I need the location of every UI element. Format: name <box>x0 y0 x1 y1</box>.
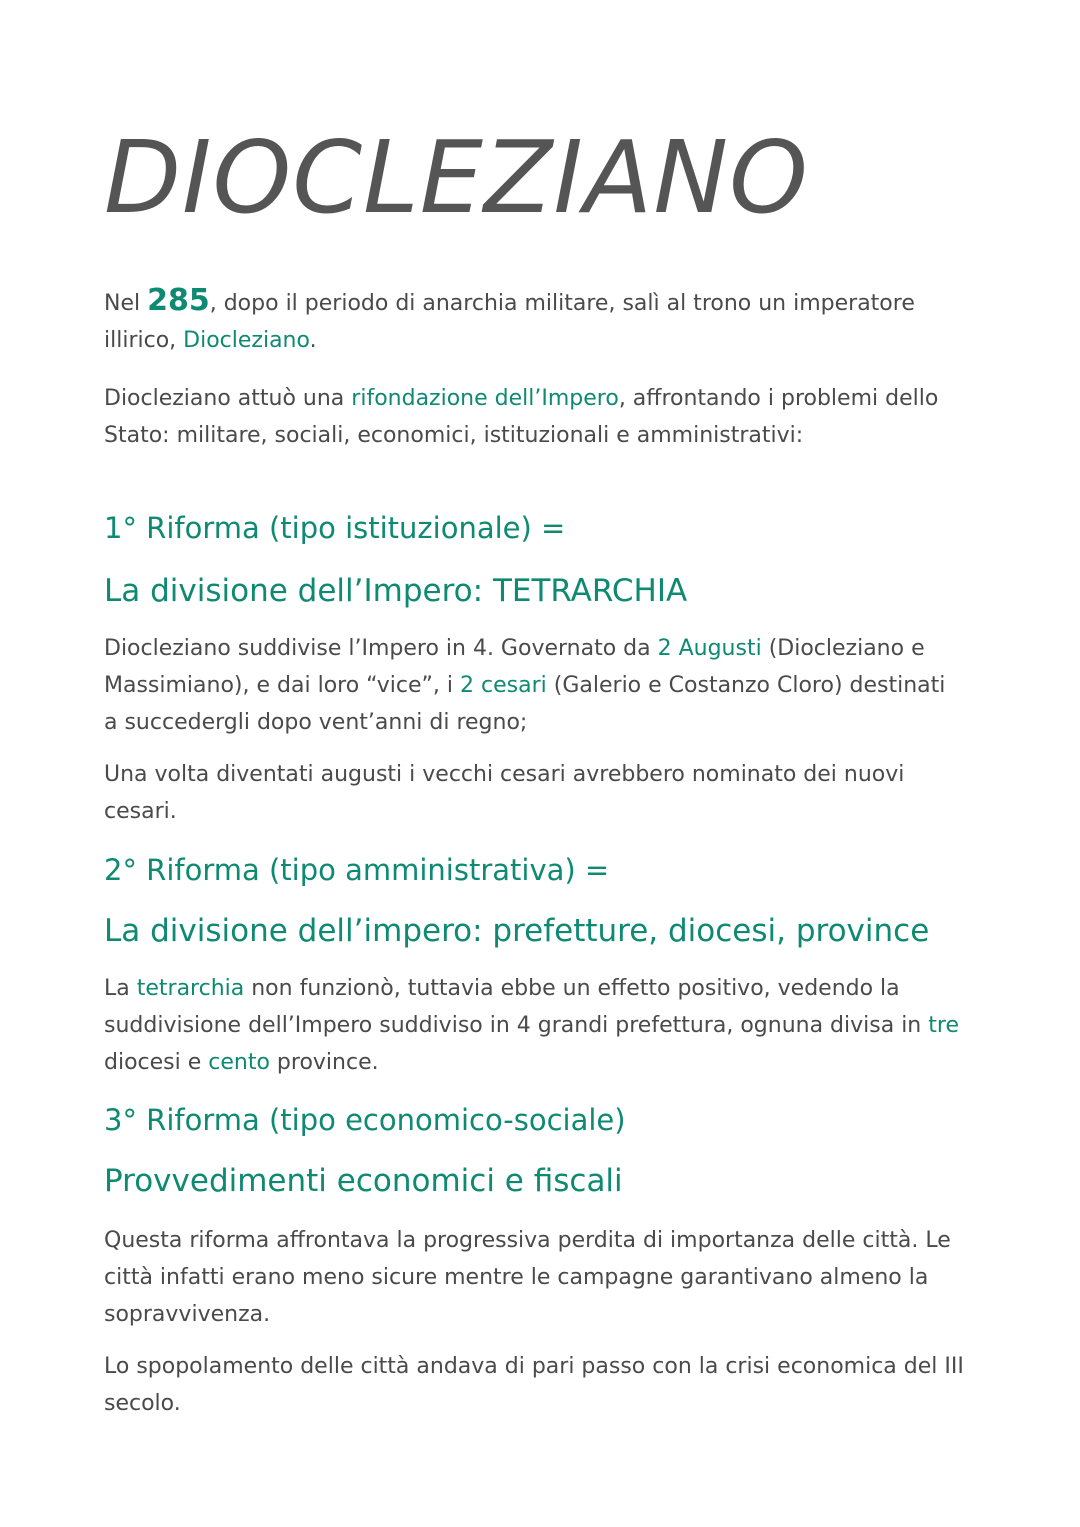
year-highlight: 285 <box>147 283 210 318</box>
tetrarchia-label: TETRARCHIA <box>492 573 688 609</box>
intro-paragraph-1 <box>104 282 964 359</box>
reform2-subheading: La divisione dell’impero: prefetture, diocesi, province <box>104 913 930 949</box>
highlight: tetrarchia <box>136 976 245 1001</box>
text: (Galerio e Costanzo Cloro) destinati a succedergli dopo vent’anni di regno; <box>104 673 946 735</box>
text: La divisione dell’Impero: <box>104 573 493 609</box>
text: Nel <box>104 291 148 316</box>
reform1-subheading <box>104 570 964 612</box>
page-title: DIOCLEZIANO <box>104 119 809 236</box>
text: . <box>309 328 317 353</box>
reform1-paragraph-1 <box>104 630 964 741</box>
text: Diocleziano suddivise l’Impero in 4. Governato da <box>104 636 658 661</box>
text: Diocleziano attuò una <box>104 386 352 411</box>
text: diocesi e <box>104 1050 209 1075</box>
text: La <box>104 976 137 1001</box>
text: (Diocleziano e Massimiano), e dai loro “vice”, i <box>104 636 925 698</box>
text: province. <box>269 1050 379 1075</box>
reform3-subheading: Provvedimenti economici e fiscali <box>104 1163 623 1199</box>
highlight: cento <box>208 1050 270 1075</box>
reform1-heading: 1° Riforma (tipo istituzionale) = <box>104 511 566 545</box>
text: , affrontando i problemi dello Stato: militare, sociali, economici, istituzionali e amministrativi: <box>104 386 939 448</box>
highlight: 2 cesari <box>460 673 547 698</box>
reform3-paragraph-2: Lo spopolamento delle città andava di pari passo con la crisi economica del III secolo. <box>104 1354 964 1416</box>
text: , dopo il periodo di anarchia militare, salì al trono un imperatore illirico, <box>104 291 915 353</box>
name-highlight: Diocleziano <box>183 328 310 353</box>
highlight: tre <box>928 1013 959 1038</box>
intro-paragraph-2 <box>104 380 964 454</box>
reform2-heading: 2° Riforma (tipo amministrativa) = <box>104 853 610 887</box>
reform1-paragraph-2: Una volta diventati augusti i vecchi cesari avrebbero nominato dei nuovi cesari. <box>104 762 905 824</box>
highlight: rifondazione dell’Impero <box>351 386 619 411</box>
highlight: 2 Augusti <box>657 636 762 661</box>
reform2-paragraph <box>104 970 964 1081</box>
reform3-heading: 3° Riforma (tipo economico-sociale) <box>104 1103 626 1137</box>
text: non funzionò, tuttavia ebbe un effetto positivo, vedendo la suddivisione dell’Impero suddiviso in 4 grandi prefettura, ognuna divisa in <box>104 976 929 1038</box>
reform3-paragraph-1: Questa riforma affrontava la progressiva perdita di importanza delle città. Le città infatti erano meno sicure mentre le campagne garantivano almeno la sopravvivenza. <box>104 1228 951 1327</box>
